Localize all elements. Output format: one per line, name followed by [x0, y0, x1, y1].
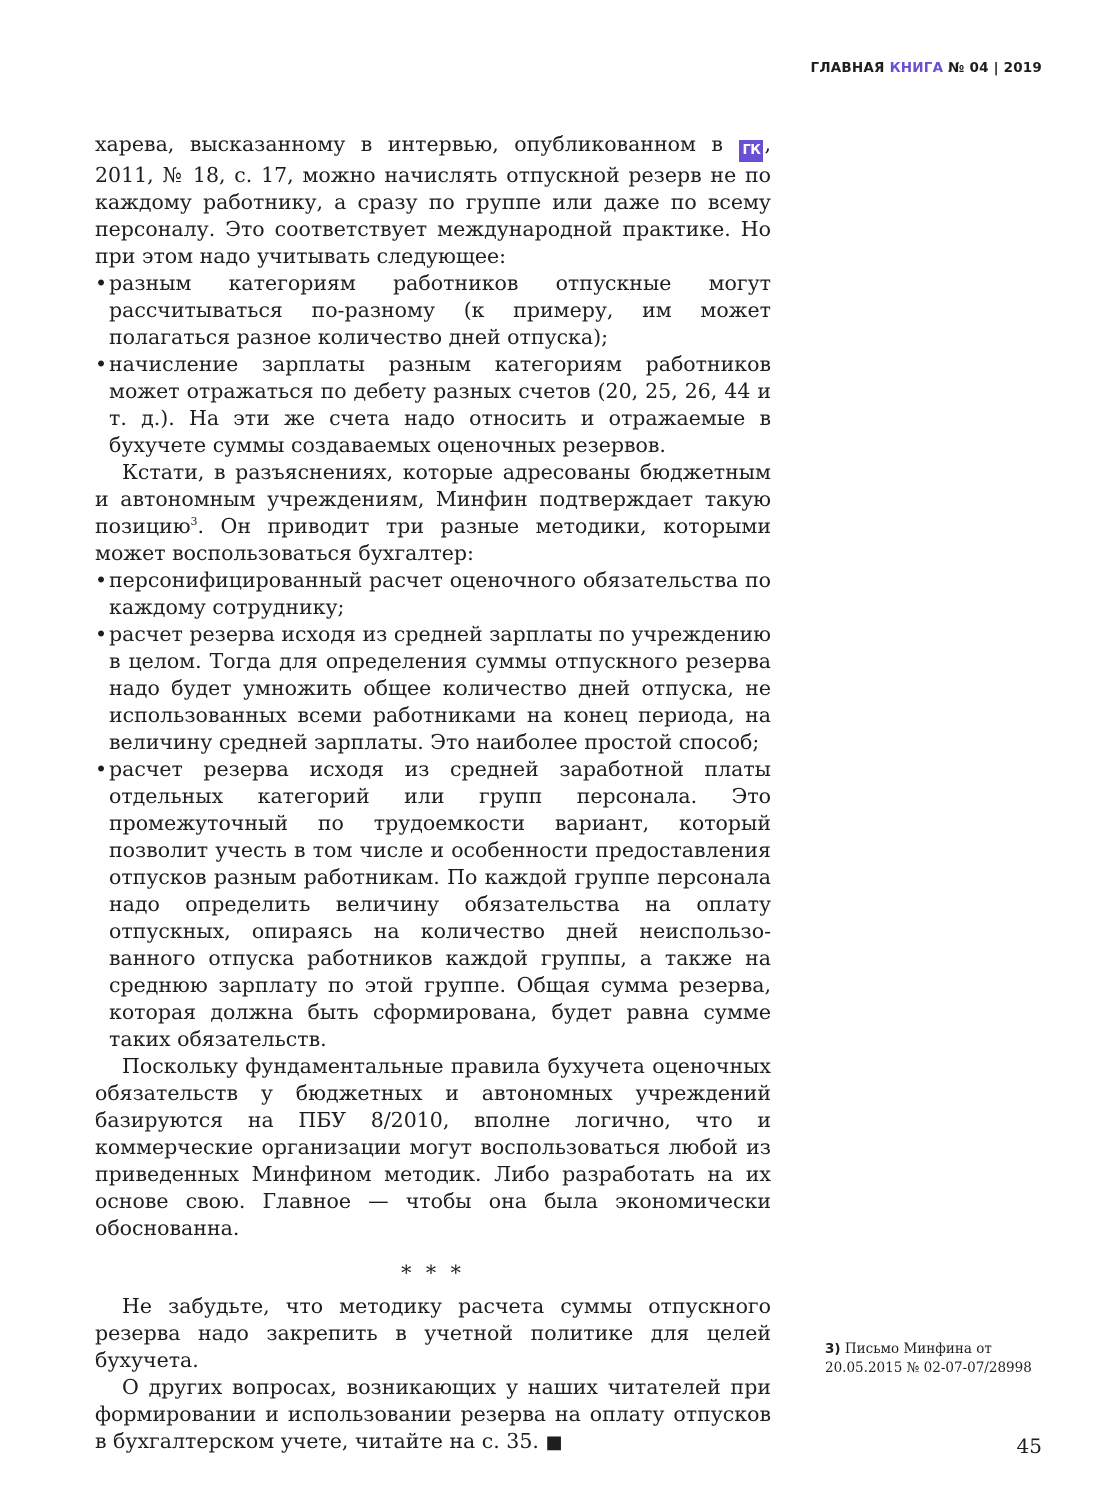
- gk-logo-icon: ГК: [739, 140, 763, 162]
- paragraph-2-text: Кстати, в разъяснениях, которые адресованы бюджетным и автономным учреждениям, Минфин подтверждает такую позицию: [95, 460, 771, 538]
- bullet-list-2: [95, 567, 771, 1053]
- paragraph-3: Поскольку фундаментальные правила бухучета оценочных обязательств у бюджетных и автономных учреждений базируются на ПБУ 8/2010, вполне логично, что и коммерческие организации могут воспользоваться любой из приведенных Минфином методик. Либо разработать на их основе свою. Главное — чтобы она была экономически обоснованна.: [95, 1054, 771, 1240]
- footnote-ref: 3: [190, 515, 198, 529]
- list-item: • персонифицированный расчет оценочного обязательства по каждому сотруднику;: [95, 567, 771, 621]
- paragraph-2-continuation: . Он приводит три разные методики, которыми может воспользоваться бухгалтер:: [95, 514, 771, 565]
- paragraph-1-continuation: , 2011, № 18, с. 17, можно начислять отпускной резерв не по каждому работнику, а сразу по группе или даже по всему персоналу. Это соответствует международной практике. Но при этом надо учитывать следующее:: [95, 132, 771, 268]
- footnote-number: 3): [825, 1341, 841, 1357]
- list-item: • начисление зарплаты разным категориям работников может отражаться по дебету разных счетов (20, 25, 26, 44 и т. д.). На эти же счета надо относить и отражаемые в бухучете суммы создаваемых оценочных резервов.: [95, 351, 771, 459]
- page-number: 45: [1016, 1434, 1042, 1458]
- paragraph-4: Не забудьте, что методику расчета суммы отпускного резерва надо закрепить в учетной политике для целей бухучета.: [95, 1294, 771, 1372]
- paragraph-1-text: харева, высказанному в интервью, опубликованном в: [95, 132, 723, 156]
- running-header: [811, 60, 1042, 76]
- brand-name-part1: ГЛАВНАЯ: [810, 60, 885, 76]
- footnote-text: Письмо Минфина от 20.05.2015 № 02-07-07/28998: [825, 1341, 1032, 1376]
- list-item: • расчет резерва исходя из средней зарплаты по учреждению в целом. Тогда для определения суммы отпускного резерва надо будет умножить общее количество дней отпуска, не использованных всеми работниками на конец периода, на величину средней зарплаты. Это наиболее простой способ;: [95, 621, 771, 756]
- list-item: • разным категориям работников отпускные могут рассчитываться по-разному (к примеру, им может полагаться разное количество дней отпуска);: [95, 270, 771, 351]
- article-body: [95, 131, 771, 1456]
- section-separator: * * *: [401, 1261, 465, 1285]
- paragraph-1: [95, 131, 771, 270]
- end-mark-icon: ■: [545, 1432, 563, 1453]
- paragraph-5-text: О других вопросах, возникающих у наших читателей при формировании и использовании резерва на оплату отпусков в бухгалтерском учете, читайте на с. 35.: [95, 1375, 771, 1453]
- footnote: [825, 1340, 1065, 1378]
- paragraph-5: [95, 1374, 771, 1456]
- brand-name-part2: КНИГА: [889, 60, 944, 76]
- list-item: • расчет резерва исходя из средней заработной платы отдельных категорий или групп персонала. Это промежуточный по трудоемкости вариант, который позволит учесть в том числе и особенности предоставления отпусков разным работникам. По каждой группе персонала надо определить величину обязательства на оплату отпускных, опираясь на количество дней неиспользованного отпуска работников каждой группы, а также на среднюю зарплату по этой группе. Общая сумма резерва, которая должна быть сформирована, будет равна сумме таких обязательств.: [95, 756, 771, 1053]
- paragraph-2: [95, 459, 771, 567]
- bullet-list-1: [95, 270, 771, 459]
- issue-number: № 04 | 2019: [948, 60, 1042, 76]
